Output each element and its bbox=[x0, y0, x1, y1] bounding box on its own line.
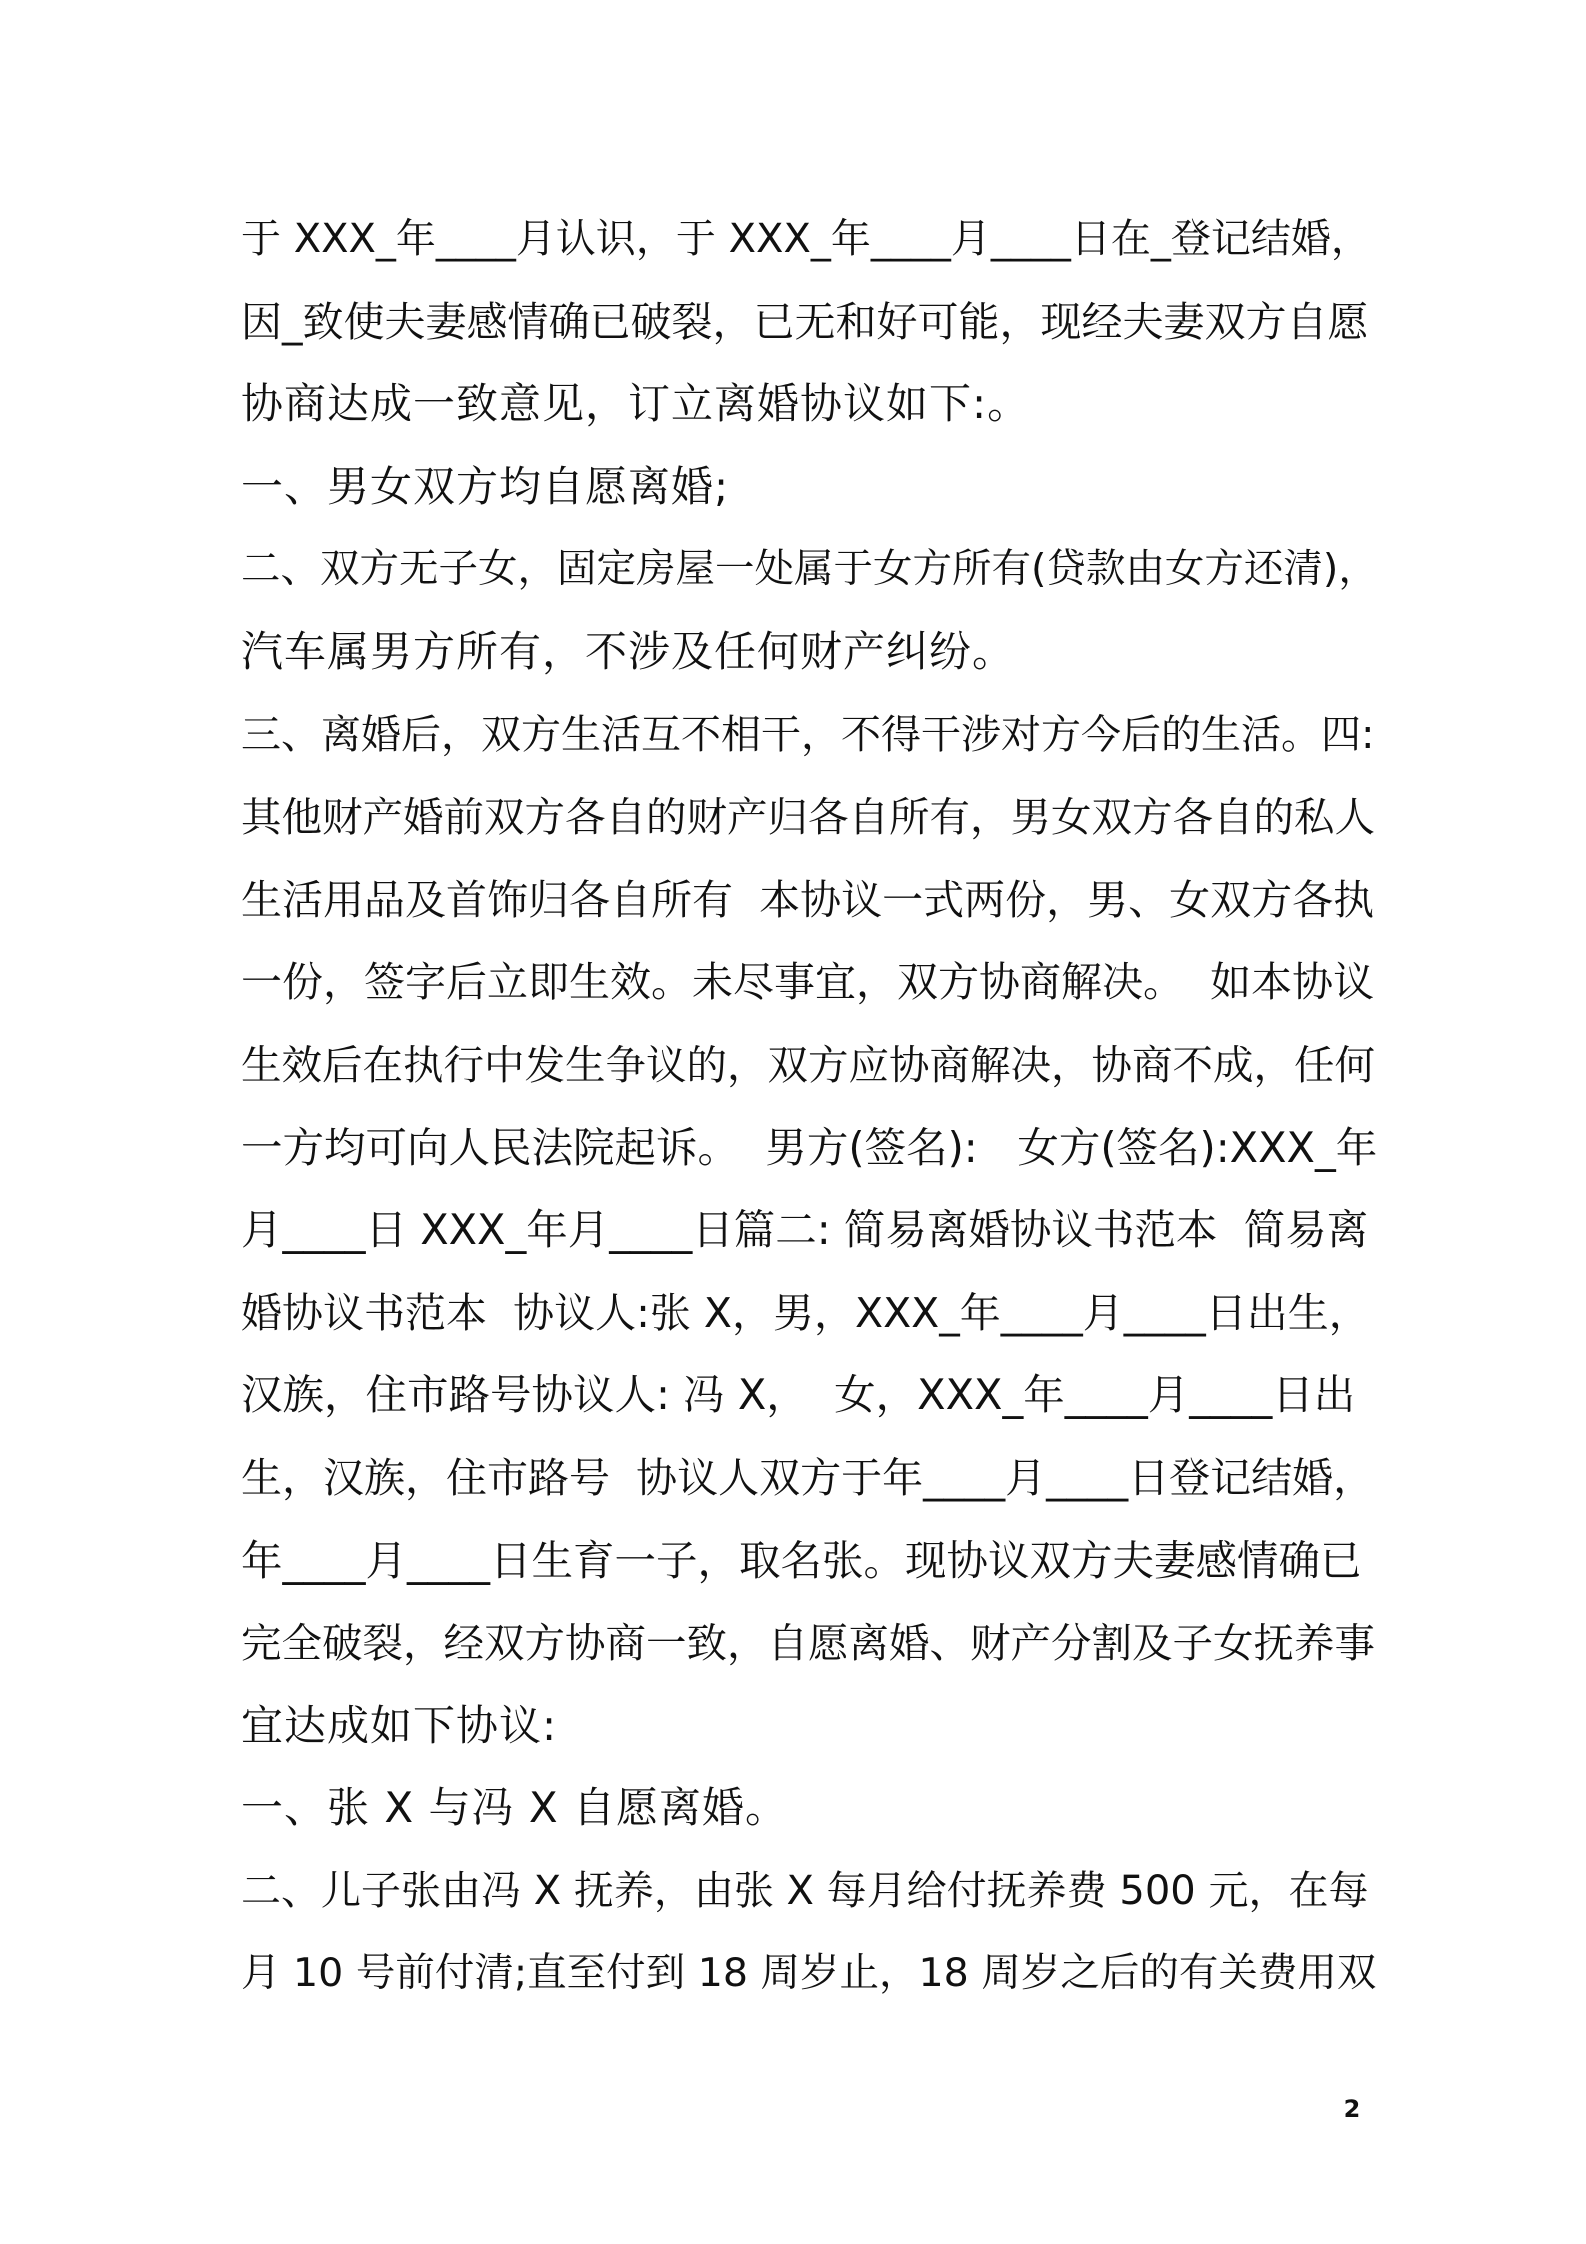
body-text bbox=[241, 198, 1381, 2015]
text-line: 于 XXX_年____月认识，于 XXX_年____月____日在_登记结婚， bbox=[241, 216, 1371, 262]
text-line: 婚协议书范本 协议人:张 X，男，XXX_年____月____日出生， bbox=[241, 1288, 1370, 1337]
text-line: 一份，签字后立即生效。未尽事宜，双方协商解决。 如本协议 bbox=[241, 958, 1375, 1007]
text-line: 年____月____日生育一子，取名张。现协议双方夫妻感情确已 bbox=[241, 1535, 1362, 1585]
text-line: 协商达成一致意见，订立离婚协议如下:。 bbox=[241, 379, 1031, 429]
text-line: 生活用品及首饰归各自所有 本协议一式两份，男、女双方各执 bbox=[241, 875, 1375, 924]
text-line: 其他财产婚前双方各自的财产归各自所有，男女双方各自的私人 bbox=[241, 793, 1375, 842]
text-line: 二、双方无子女，固定房屋一处属于女方所有(贷款由女方还清)， bbox=[241, 546, 1378, 593]
text-line: 月 10 号前付清;直至付到 18 周岁止，18 周岁之后的有关费用双 bbox=[241, 1950, 1377, 1997]
page-number: 2 bbox=[1343, 2095, 1361, 2123]
text-line: 宜达成如下协议: bbox=[241, 1700, 558, 1750]
text-line: 月____日 XXX_年月____日篇二: 简易离婚协议书范本 简易离 bbox=[241, 1205, 1369, 1255]
text-line: 生效后在执行中发生争议的，双方应协商解决，协商不成，任何 bbox=[241, 1040, 1375, 1089]
text-line: 三、离婚后，双方生活互不相干，不得干涉对方今后的生活。四: bbox=[241, 711, 1375, 758]
text-line: 二、儿子张由冯 X 抚养，由张 X 每月给付抚养费 500 元，在每 bbox=[241, 1867, 1369, 1914]
text-line: 汽车属男方所有，不涉及任何财产纠纷。 bbox=[241, 626, 1016, 676]
text-line: 生，汉族，住市路号 协议人双方于年____月____日登记结婚， bbox=[241, 1453, 1375, 1502]
text-line: 一、男女双方均自愿离婚; bbox=[241, 461, 730, 511]
text-line: 完全破裂，经双方协商一致，自愿离婚、财产分割及子女抚养事 bbox=[241, 1619, 1375, 1668]
text-line: 一方均可向人民法院起诉。 男方(签名): 女方(签名):XXX_年 bbox=[241, 1122, 1378, 1172]
text-line: 一、张 X 与冯 X 自愿离婚。 bbox=[241, 1783, 788, 1833]
text-line: 汉族，住市路号协议人: 冯 X， 女，XXX_年____月____日出 bbox=[241, 1370, 1356, 1420]
text-line: 因_致使夫妻感情确已破裂，已无和好可能，现经夫妻双方自愿 bbox=[241, 297, 1369, 346]
